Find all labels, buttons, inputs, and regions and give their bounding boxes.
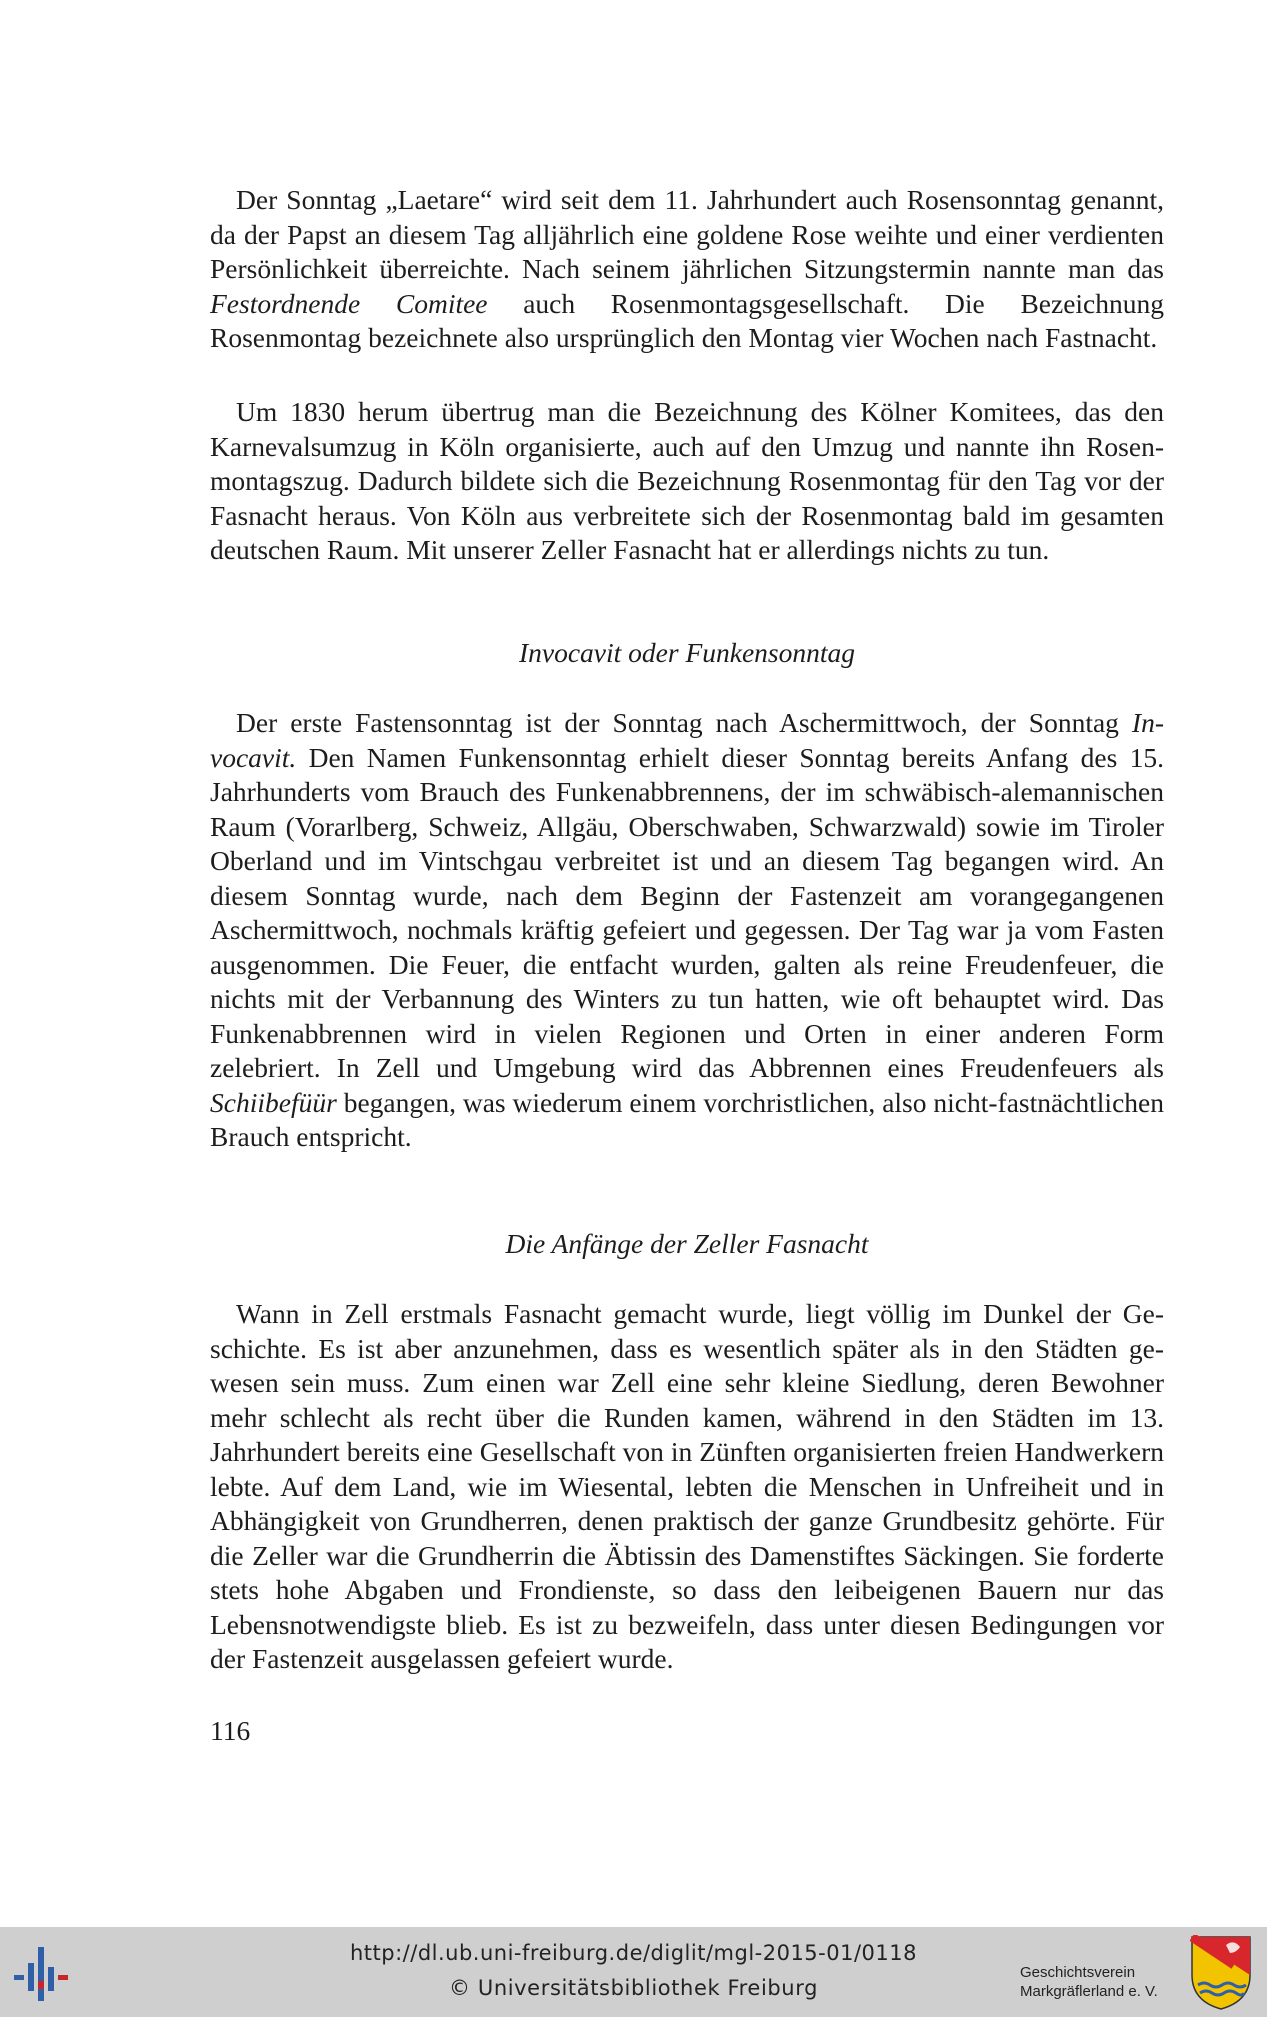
section-heading-invocavit: Invocavit oder Funkensonntag bbox=[518, 637, 855, 668]
coat-of-arms-icon bbox=[1190, 1935, 1252, 2011]
italic-term: Festordnende Comitee bbox=[210, 287, 488, 319]
paragraph-text: Um 1830 herum übertrug man die Bezeichnung des Kölner Komitees, das den Karnevalsumzug in Köln organisierte, auch auf den Umzug und nannte ihn Rosenmontagszug. Dadurch bildete sich die Bezeichnung Rosenmontag für den Tag vor der Fasnacht heraus. Von Köln aus verbreitete sich der Rosenmontag bald im gesamten deutschen Raum. Mit unserer Zeller Fasnacht hat er allerdings nichts zu tun. bbox=[210, 396, 1164, 565]
paragraph-text: Wann in Zell erstmals Fasnacht gemacht wurde, liegt völlig im Dunkel der Geschichte. Es ist aber anzunehmen, dass es wesentlich später als in den Städten gewesen sein muss. Zum einen war Zell eine sehr kleine Siedlung, deren Bewohner mehr schlecht als recht über die Runden kamen, während in den Städten im 13. Jahrhundert bereits eine Gesellschaft von in Zünften organisierten freien Handwerkern lebte. Auf dem Land, wie im Wiesental, lebten die Menschen in Unfreiheit und in Abhängigkeit von Grundherren, denen praktisch der ganze Grundbesitz gehörte. Für die Zeller war die Grundherrin die Äbtissin des Damenstiftes Säckingen. Sie forderte stets hohe Abgaben und Frondienste, so dass den leibeigenen Bauern nur das Lebensnotwendigste blieb. Es ist zu bezweifeln, dass unter diesen Bedingungen vor der Fastenzeit ausgelassen gefeiert wurde. bbox=[210, 1298, 1164, 1674]
paragraph-text: auch Rosenmontagsgesellschaft. Die Bezeichnung Rosenmontag bezeichnete also ursprünglich den Montag vier Wochen nach Fastnacht. bbox=[210, 287, 1164, 353]
italic-term: Invocavit. bbox=[210, 707, 1164, 773]
society-name bbox=[1020, 1963, 1158, 2001]
paragraph-text: begangen, was wiederum einem vorchristlichen, also nicht-fastnächtlichen Brauch entspricht. bbox=[210, 1086, 1164, 1152]
copyright-notice: © Universitätsbibliothek Freiburg bbox=[448, 1976, 819, 2000]
society-name-line1: Geschichtsverein bbox=[1020, 1964, 1136, 1981]
document-url[interactable]: http://dl.ub.uni-freiburg.de/diglit/mgl-2015-01/0118 bbox=[349, 1941, 917, 1965]
paragraph-invocavit bbox=[210, 706, 1164, 1155]
footer-bar bbox=[0, 1927, 1267, 2017]
paragraph-text: Den Namen Funkensonntag erhielt dieser Sonntag bereits Anfang des 15. Jahrhunderts vom Brauch des Funkenabbrennens, der im schwäbisch-alemannischen Raum (Vorarlberg, Schweiz, Allgäu, Oberschwaben, Schwarzwald) sowie im Tiroler Oberland und im Vintschgau verbreitet ist und an diesem Tag begangen wird. An diesem Sonntag wurde, nach dem Beginn der Fastenzeit am vorangegangenen Aschermittwoch, nochmals kräftig gefeiert und gegessen. Der Tag war ja vom Fasten ausgenommen. Die Feuer, die entfacht wurden, galten als reine Freudenfeuer, die nichts mit der Verbannung des Winters zu tun hatten, wie oft behauptet wird. Das Funkenabbrennen wird in vielen Regionen und Orten in einer anderen Form zelebriert. In Zell und Umgebung wird das Abbrennen eines Freudenfeuers als bbox=[210, 741, 1164, 1083]
society-name-line2: Markgräflerland e. V. bbox=[1020, 1983, 1158, 2000]
paragraph-anfaenge bbox=[210, 1297, 1164, 1677]
section-heading-anfaenge: Die Anfänge der Zeller Fasnacht bbox=[505, 1228, 869, 1259]
italic-term: Schiibefüür bbox=[210, 1086, 337, 1118]
paragraph-rosenmontag bbox=[210, 395, 1164, 568]
paragraph-laetare bbox=[210, 183, 1164, 356]
page-number: 116 bbox=[210, 1715, 251, 1746]
paragraph-text: Der Sonntag „Laetare“ wird seit dem 11. Jahrhundert auch Rosensonntag genannt, da der Papst an diesem Tag alljährlich eine goldene Rose weihte und einer verdienten Persönlichkeit überreichte. Nach seinem jährlichen Sitzungstermin nannte man das bbox=[210, 184, 1164, 284]
paragraph-text: Der erste Fastensonntag ist der Sonntag nach Aschermittwoch, der Sonntag bbox=[236, 707, 1132, 738]
